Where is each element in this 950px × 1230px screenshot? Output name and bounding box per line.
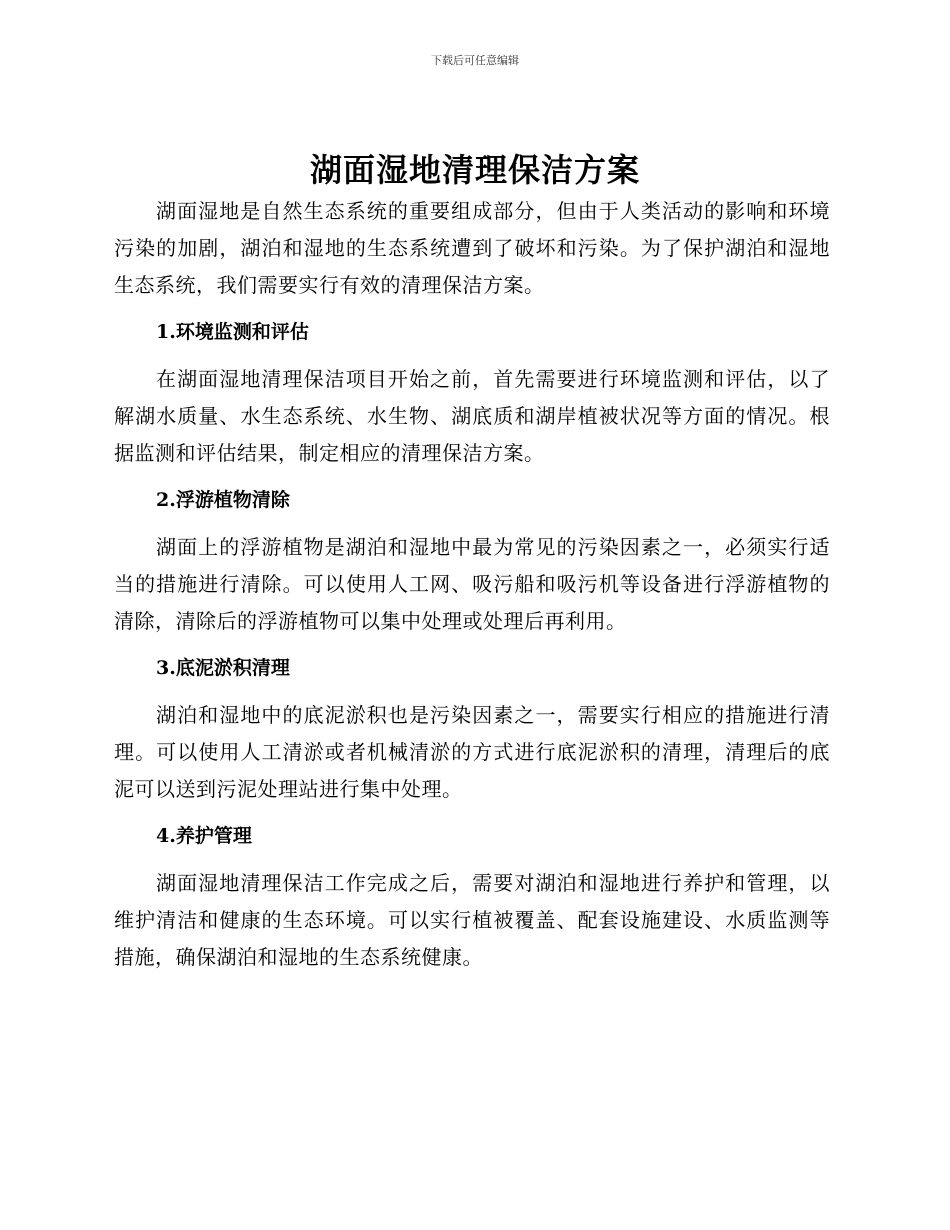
document-body [114,193,830,976]
section-heading: 4.养护管理 [156,825,252,847]
document-title: 湖面湿地清理保洁方案 [309,151,640,189]
section-paragraph: 湖泊和湿地中的底泥淤积也是污染因素之一，需要实行相应的措施进行清理。可以使用人工清淤或者机械清淤的方式进行底泥淤积的清理，清理后的底泥可以送到污泥处理站进行集中处理。 [114,703,830,801]
section-heading: 1.环境监测和评估 [156,321,309,343]
section-3 [114,650,830,808]
section-2 [114,482,830,640]
section-4 [114,818,830,976]
intro-paragraph: 湖面湿地是自然生态系统的重要组成部分，但由于人类活动的影响和环境污染的加剧，湖泊和湿地的生态系统遭到了破坏和污染。为了保护湖泊和湿地生态系统，我们需要实行有效的清理保洁方案。 [114,199,830,297]
section-paragraph: 湖面湿地清理保洁工作完成之后，需要对湖泊和湿地进行养护和管理，以维护清洁和健康的生态环境。可以实行植被覆盖、配套设施建设、水质监测等措施，确保湖泊和湿地的生态系统健康。 [114,871,830,969]
section-heading: 3.底泥淤积清理 [156,657,290,679]
section-1 [114,314,830,472]
section-heading: 2.浮游植物清除 [156,489,290,511]
section-paragraph: 湖面上的浮游植物是湖泊和湿地中最为常见的污染因素之一，必须实行适当的措施进行清除。可以使用人工网、吸污船和吸污机等设备进行浮游植物的清除，清除后的浮游植物可以集中处理或处理后再利用。 [114,535,830,633]
section-paragraph: 在湖面湿地清理保洁项目开始之前，首先需要进行环境监测和评估，以了解湖水质量、水生态系统、水生物、湖底质和湖岸植被状况等方面的情况。根据监测和评估结果，制定相应的清理保洁方案。 [114,367,830,465]
header-note: 下载后可任意编辑 [431,54,519,67]
